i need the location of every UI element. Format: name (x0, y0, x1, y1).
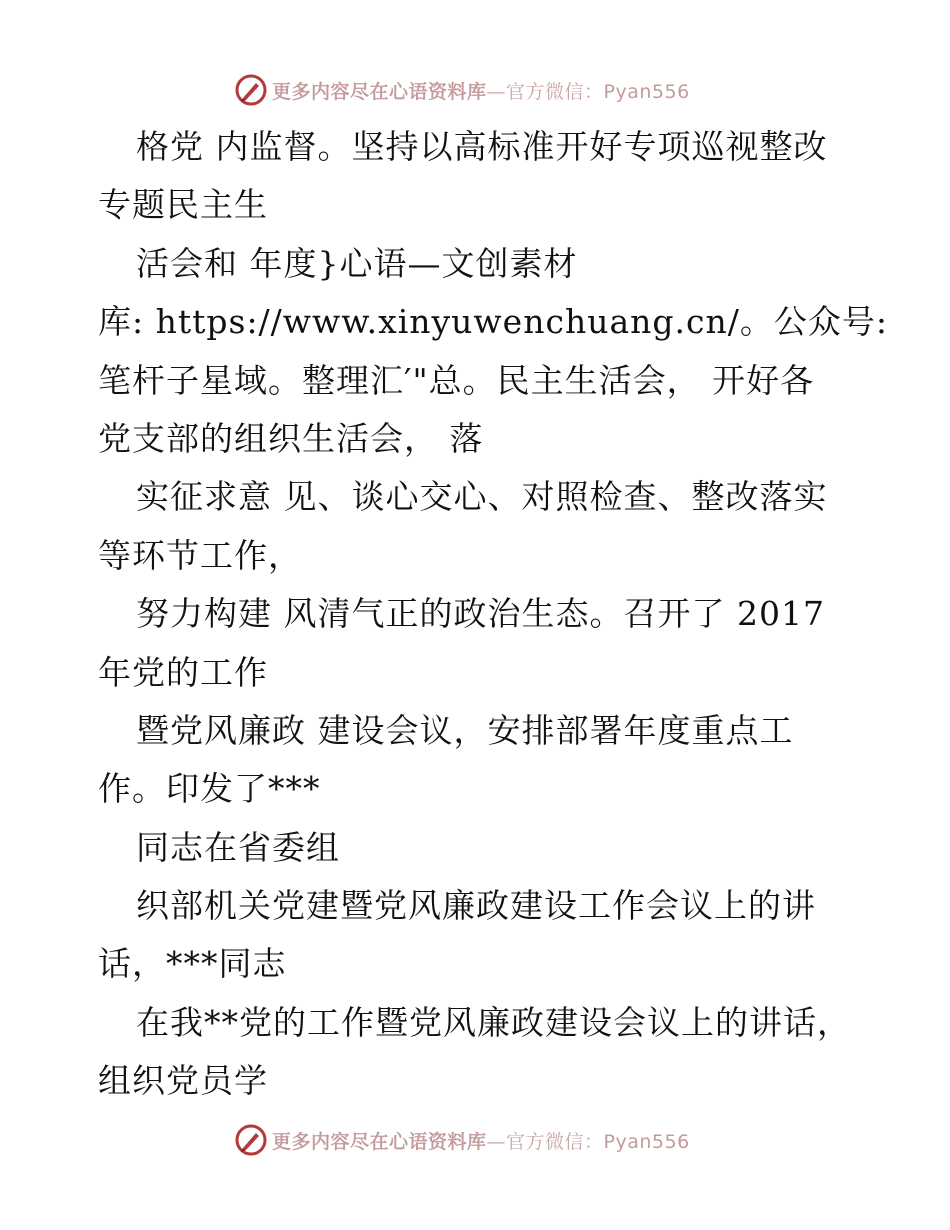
body-line: 党支部的组织生活会， 落 (98, 418, 484, 458)
watermark-contact: 官方微信： (506, 1130, 604, 1153)
body-line: 织部机关党建暨党风廉政建设工作会议上的讲 (136, 886, 816, 926)
document-body (98, 118, 888, 1111)
body-line: 话，***同志 (98, 944, 287, 984)
watermark-separator: — (486, 80, 507, 103)
body-line: 格党 内监督。坚持以高标准开好专项巡视整改 (136, 127, 828, 166)
footer-watermark (234, 1120, 754, 1160)
body-line: 库: https://www.xinyuwenchuang.cn/。公众号: (98, 302, 888, 342)
watermark-id: Pyan556 (603, 80, 690, 103)
watermark-id: Pyan556 (603, 1130, 690, 1153)
watermark-brand: 更多内容尽在心语资料库 (272, 1130, 487, 1153)
body-line: 实征求意 见、谈心交心、对照检查、整改落实 (136, 477, 828, 517)
body-line: 在我**党的工作暨党风廉政建设会议上的讲话， (136, 1002, 851, 1042)
watermark-text (272, 77, 690, 104)
body-line: 专题民主生 (98, 185, 268, 225)
body-line: 作。印发了*** (98, 769, 321, 809)
body-line: 等环节工作， (98, 535, 302, 575)
watermark-brand: 更多内容尽在心语资料库 (272, 80, 487, 103)
watermark-separator: — (486, 1130, 507, 1153)
header-watermark (234, 70, 754, 110)
body-line: 笔杆子星域。整理汇′"总。民主生活会， 开好各 (98, 360, 815, 400)
body-line: 暨党风廉政 建设会议，安排部署年度重点工 (136, 710, 794, 750)
watermark-text (272, 1127, 690, 1154)
body-line: 努力构建 风清气正的政治生态。召开了 2017 (136, 594, 825, 634)
body-line: 组织党员学 (98, 1061, 268, 1101)
pen-logo-icon (234, 73, 268, 107)
body-line: 年党的工作 (98, 652, 268, 692)
body-line: 同志在省委组 (136, 827, 340, 867)
pen-logo-icon (234, 1123, 268, 1157)
body-line: 活会和 年度}心语—文创素材 (136, 243, 578, 283)
watermark-contact: 官方微信： (506, 80, 604, 103)
